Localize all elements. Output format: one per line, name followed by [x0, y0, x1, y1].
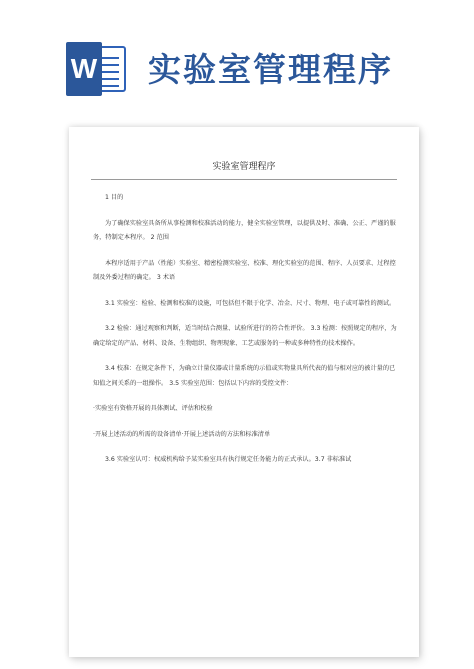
paragraph: ·开展上述活动的所需的设备清单·开展上述活动的方法和标准清单 [93, 430, 271, 438]
paragraph: ·实验室有资格开展的具体测试、评估和校验 [93, 405, 213, 412]
paragraph: 3.1 实验室：检验、检测和校准的设施，可包括但不限于化学、冶金、尺寸、物理、电子或可靠性的测试。 [105, 299, 396, 307]
banner-title: 实验室管理程序 [148, 50, 393, 89]
header-banner [0, 0, 474, 118]
paragraph: 本程序适用于产品（性能）实验室、精密检测实验室、校准、理化实验室的范围、程序、人员要求、过程控制及外委过程的确定。 3 术语 [93, 259, 396, 281]
word-icon-badge: W [66, 42, 102, 96]
paragraph: 3.6 实验室认可：权威机构给予某实验室具有执行规定任务能力的正式承认。3.7 非标准试 [105, 456, 352, 463]
word-document-icon [66, 42, 128, 96]
paragraph: 1 目的 [105, 194, 124, 201]
document-title: 实验室管理程序 [212, 162, 276, 172]
paragraph: 3.2 检验：通过观察和判断，适当时结合测量、试验所进行的符合性评价。 3.3 检测：按照规定的程序，为确定给定的产品、材料、设备、生物组织、物理现象、工艺或服务的一种或多种特性的技术操作。 [93, 325, 397, 347]
document-page [69, 127, 419, 657]
paragraph: 3.4 校准：在规定条件下，为确立计量仪器或计量系统的示值或实物量具所代表的值与相对应的被计量的已知值之间关系的一组操作。 3.5 实验室范围：包括以下内容的受控文件： [93, 365, 396, 387]
paragraph: 为了确保实验室具备所从事检测和校准活动的能力，健全实验室管理，以提供及时、准确、公正、严谨的服务，特制定本程序。 2 范围 [93, 219, 396, 241]
title-divider [91, 179, 397, 180]
document-body [93, 191, 397, 479]
